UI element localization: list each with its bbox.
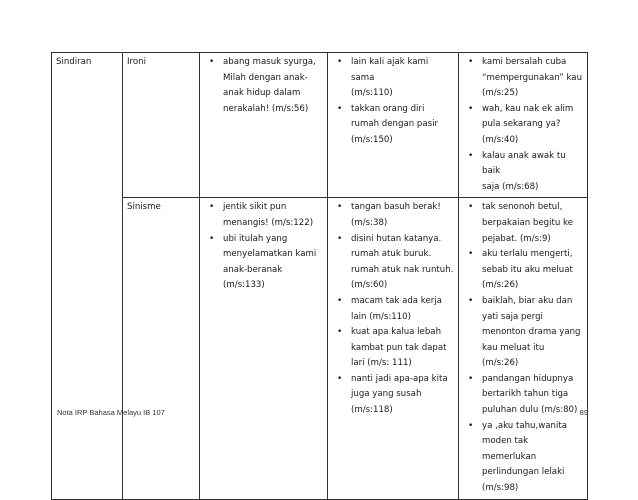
table-row-sinisme xyxy=(52,198,588,499)
subcategory-label-sinisme: Sinisme xyxy=(127,202,161,213)
ironi-examples-col2 xyxy=(328,53,459,198)
list-item-text: • nanti jadi apa-apa kita juga yang susah (m/s:118) xyxy=(351,373,448,416)
list-item-text: • tangan basuh berak! (m/s:38) xyxy=(351,202,441,228)
bullet-list xyxy=(332,55,454,149)
list-item-text: • aku terlalu mengerti, sebab itu aku meluat (m/s:26) xyxy=(482,249,573,291)
list-item-text: • wah, kau nak ek alim pula sekarang ya? (m/s:40) xyxy=(482,103,574,145)
category-label: Sindiran xyxy=(56,57,92,67)
sinisme-examples-col2 xyxy=(328,198,459,499)
list-item xyxy=(463,102,583,149)
list-item xyxy=(463,419,583,497)
list-item-text: • baiklah, biar aku dan yati saja pergi menonton drama yang kau meluat itu (m/s:26) xyxy=(482,295,581,369)
list-item xyxy=(463,55,583,102)
subcategory-cell xyxy=(123,198,200,499)
sinisme-examples-col3 xyxy=(459,198,588,499)
table-row-ironi xyxy=(52,53,588,198)
list-item-text: • takkan orang diri rumah dengan pasir (m/s:150) xyxy=(351,103,439,145)
list-item-text: • kuat apa kalua lebah kambat pun tak dapat lari (m/s: 111) xyxy=(351,327,447,369)
category-cell xyxy=(52,53,123,500)
list-item xyxy=(463,294,583,372)
bullet-list xyxy=(332,200,454,418)
list-item-text: • tak senonoh betul, berpakaian begitu ke pejabat. (m/s:9) xyxy=(482,202,574,244)
list-item xyxy=(332,102,454,149)
list-item xyxy=(332,372,454,419)
ironi-examples-col1 xyxy=(200,53,328,198)
list-item xyxy=(463,372,583,419)
list-item xyxy=(332,232,454,294)
subcategory-label-ironi: Ironi xyxy=(127,57,146,67)
list-item-text: • macam tak ada kerja lain (m/s:110) xyxy=(351,295,442,322)
list-item xyxy=(463,149,583,196)
literary-analysis-table xyxy=(51,52,588,500)
list-item-text: • ubi itulah yang menyelamatkan kami anak-beranak (m/s:133) xyxy=(223,233,317,291)
list-item-text: • abang masuk syurga, Milah dengan anak- anak hidup dalam nerakalah! (m/s:56) xyxy=(223,57,316,114)
list-item-text: • kalau anak awak tu baik saja (m/s:68) xyxy=(482,150,566,192)
page-number: 89 xyxy=(579,408,588,417)
list-item-text: • ya ,aku tahu,wanita moden tak memerlukan perlindungan lelaki (m/s:98) xyxy=(482,420,567,494)
list-item xyxy=(463,247,583,294)
bullet-list xyxy=(204,55,323,117)
list-item-text: • pandangan hidupnya bertarikh tahun tiga puluhan dulu (m/s:80) xyxy=(482,373,578,416)
list-item xyxy=(204,232,323,294)
bullet-list xyxy=(463,55,583,195)
list-item-text: • disini hutan katanya. rumah atuk buruk. rumah atuk nak runtuh. (m/s:60) xyxy=(351,233,454,291)
bullet-list xyxy=(463,200,583,496)
list-item xyxy=(332,200,454,231)
list-item-text: • jentik sikit pun menangis! (m/s:122) xyxy=(223,202,314,228)
list-item xyxy=(204,55,323,117)
list-item-text: • lain kali ajak kami sama (m/s:110) xyxy=(351,57,429,99)
list-item xyxy=(204,200,323,231)
list-item xyxy=(332,325,454,372)
bullet-list xyxy=(204,200,323,294)
ironi-examples-col3 xyxy=(459,53,588,198)
subcategory-cell xyxy=(123,53,200,198)
list-item-text: • kami bersalah cuba “mempergunakan” kau (m/s:25) xyxy=(482,57,583,99)
list-item xyxy=(332,294,454,325)
footer-document-title: Nota IRP Bahasa Melayu IB 107 xyxy=(57,408,165,417)
list-item xyxy=(463,200,583,247)
sinisme-examples-col1 xyxy=(200,198,328,499)
list-item xyxy=(332,55,454,102)
